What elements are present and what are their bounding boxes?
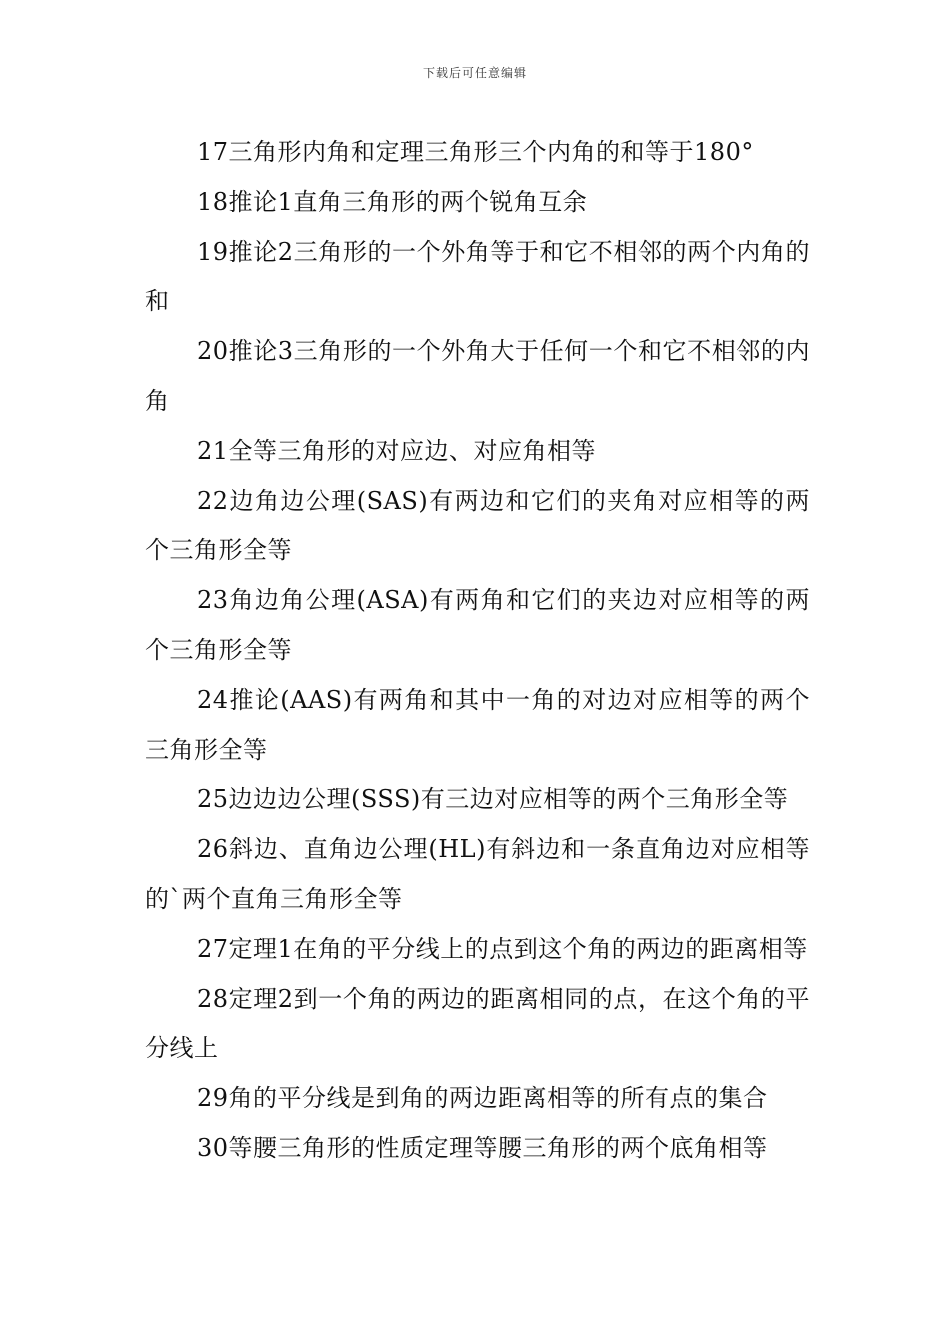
- paragraph-24: 24推论(AAS)有两角和其中一角的对边对应相等的两个三角形全等: [145, 685, 810, 764]
- paragraph-18: 18推论1直角三角形的两个锐角互余: [197, 187, 588, 216]
- paragraph-29: 29角的平分线是到角的两边距离相等的所有点的集合: [197, 1084, 768, 1113]
- page-header: 下载后可任意编辑: [422, 66, 527, 80]
- document-body: [145, 128, 810, 1174]
- paragraph-28: 28定理2到一个角的两边的距离相同的点，在这个角的平分线上: [145, 984, 810, 1063]
- paragraph-30: 30等腰三角形的性质定理等腰三角形的两个底角相等: [197, 1133, 768, 1162]
- paragraph-23: 23角边角公理(ASA)有两角和它们的夹边对应相等的两个三角形全等: [145, 586, 810, 664]
- paragraph-22: 22边角边公理(SAS)有两边和它们的夹角对应相等的两个三角形全等: [145, 486, 810, 565]
- paragraph-26: 26斜边、直角边公理(HL)有斜边和一条直角边对应相等的`两个直角三角形全等: [145, 835, 810, 913]
- paragraph-27: 27定理1在角的平分线上的点到这个角的两边的距离相等: [197, 934, 808, 963]
- paragraph-21: 21全等三角形的对应边、对应角相等: [197, 436, 597, 465]
- paragraph-17: 17三角形内角和定理三角形三个内角的和等于180°: [197, 138, 754, 166]
- paragraph-19: 19推论2三角形的一个外角等于和它不相邻的两个内角的和: [145, 237, 810, 316]
- paragraph-25: 25边边边公理(SSS)有三边对应相等的两个三角形全等: [197, 785, 789, 814]
- paragraph-20: 20推论3三角形的一个外角大于任何一个和它不相邻的内角: [145, 337, 810, 415]
